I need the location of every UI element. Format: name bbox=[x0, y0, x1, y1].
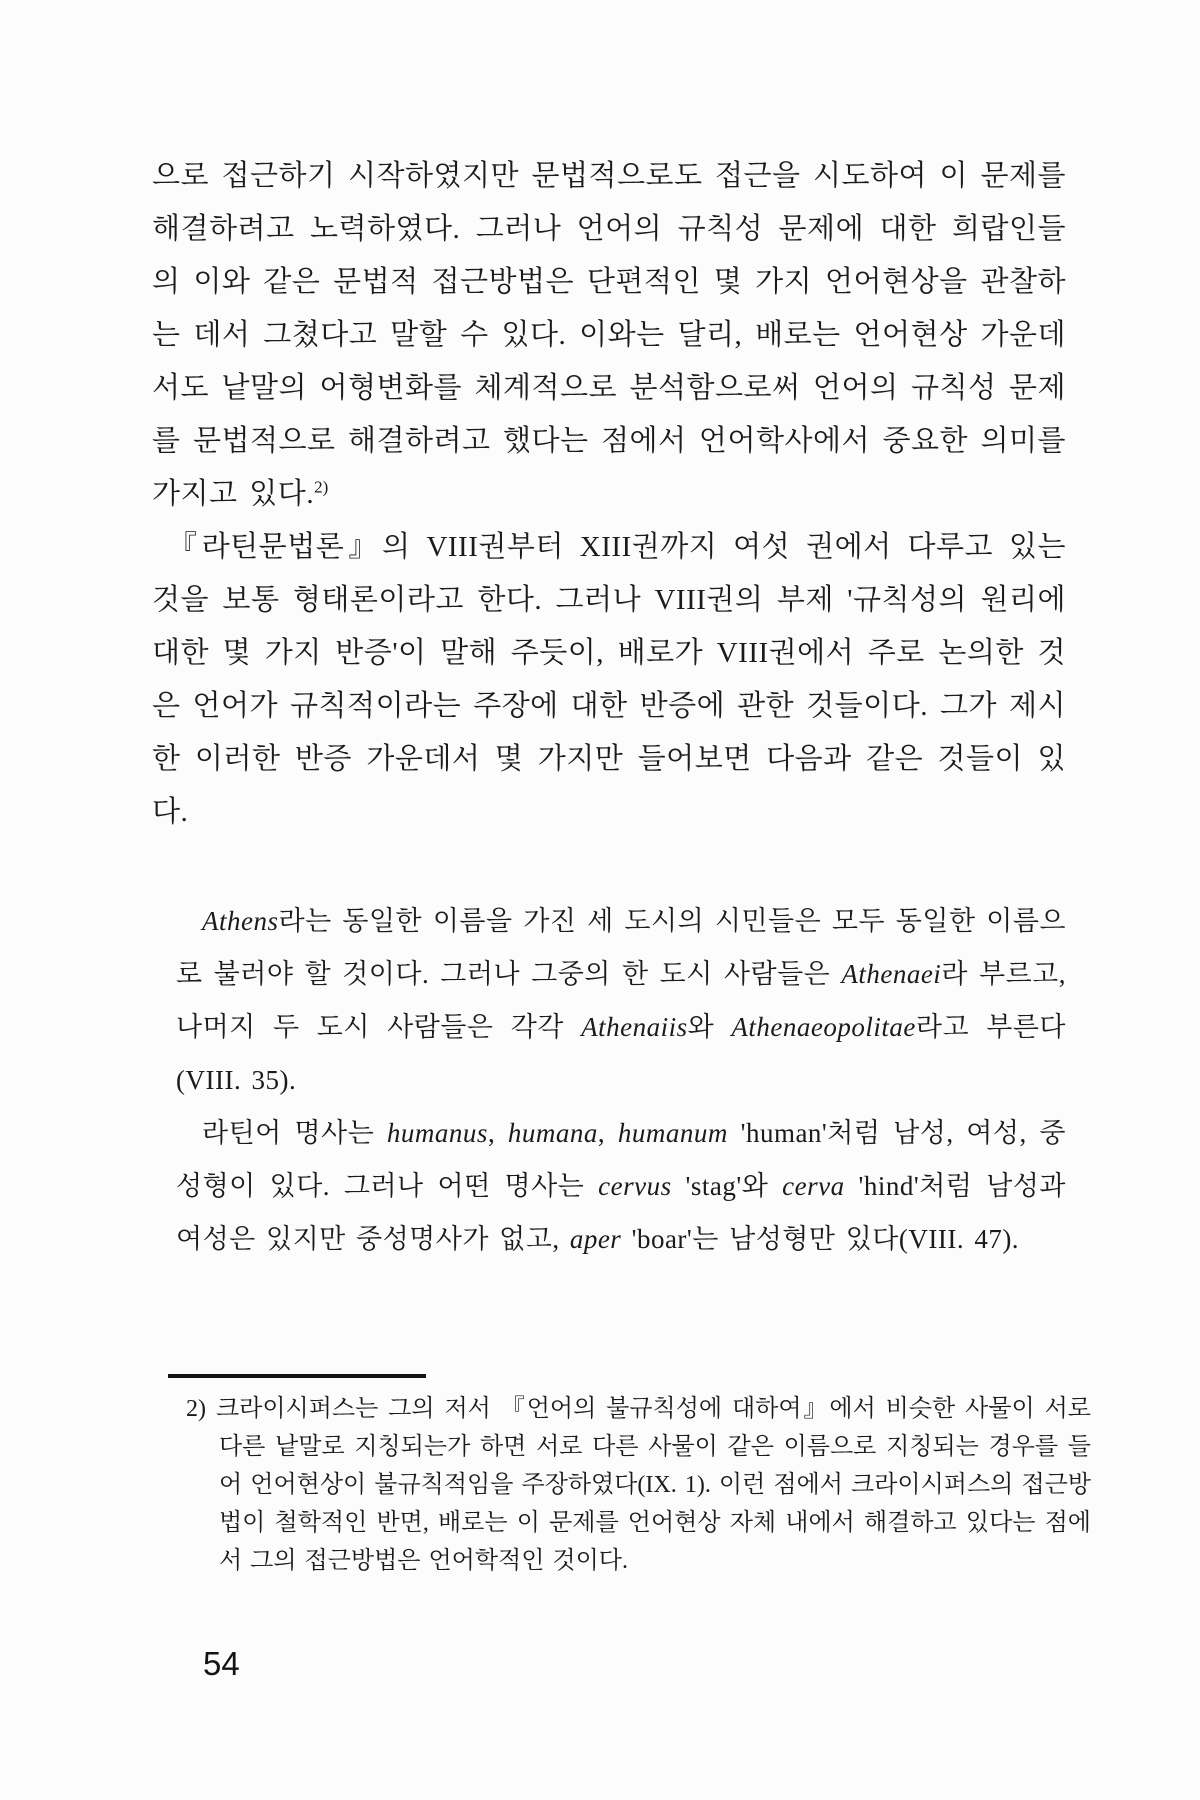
latin-italic-run: cervus bbox=[598, 1171, 672, 1201]
latin-italic-run: cerva bbox=[782, 1171, 845, 1201]
text-run: 와 bbox=[687, 1012, 732, 1042]
text-run: 'hind'처럼 남성과 여성은 있지만 중성명사가 없고, bbox=[176, 1171, 1066, 1254]
latin-italic-run: Athenaei bbox=[841, 959, 942, 989]
text-run: , bbox=[487, 1118, 508, 1148]
text-run: 'human'처럼 남성, 여성, 중성형이 있다. 그러나 어떤 명사는 bbox=[176, 1118, 1067, 1201]
page-body bbox=[152, 150, 1066, 1266]
quote-paragraph-latin-nouns bbox=[176, 1107, 1066, 1266]
latin-italic-run: aper bbox=[569, 1224, 622, 1254]
block-quote bbox=[176, 895, 1066, 1266]
text-run: 'boar'는 남성형만 있다(VIII. 47). bbox=[621, 1224, 1020, 1254]
body-paragraph-1 bbox=[152, 150, 1066, 521]
text-run: 라는 동일한 이름을 가진 세 도시의 시민들은 모두 동일한 이름으로 불러야 할 것이다. 그러나 그중의 한 도시 사람들은 bbox=[176, 906, 1066, 989]
body-paragraph-2: 『라틴문법론』의 VIII권부터 XIII권까지 여섯 권에서 다루고 있는 것을 보통 형태론이라고 한다. 그러나 VIII권의 부제 '규칙성의 원리에 대한 몇 가지 반증'이 말해 주듯이, 배로가 VIII권에서 주로 논의한 것은 언어가 규칙적이라는 주장에 대한 반증에 관한 것들이다. 그가 제시한 이러한 반증 가운데서 몇 가지만 들어보면 다음과 같은 것들이 있다. bbox=[152, 531, 1066, 828]
text-run: 라틴어 명사는 bbox=[202, 1118, 387, 1148]
text-run: 'stag'와 bbox=[671, 1171, 783, 1201]
text-run: , bbox=[597, 1118, 618, 1148]
latin-italic-run: humana bbox=[507, 1118, 598, 1148]
footnote-reference-2: 2) bbox=[314, 477, 329, 497]
latin-italic-run: Athenaiis bbox=[581, 1012, 688, 1042]
footnote-2-marker: 2) bbox=[186, 1396, 206, 1422]
latin-italic-run: humanum bbox=[617, 1118, 728, 1148]
body-paragraph-1-text: 으로 접근하기 시작하였지만 문법적으로도 접근을 시도하여 이 문제를 해결하려고 노력하였다. 그러나 언어의 규칙성 문제에 대한 희랍인들의 이와 같은 문법적 접근방법은 단편적인 몇 가지 언어현상을 관찰하는 데서 그쳤다고 말할 수 있다. 이와는 달리, 배로는 언어현상 가운데서도 낱말의 어형변화를 체계적으로 분석함으로써 언어의 규칙성 문제를 문법적으로 해결하려고 했다는 점에서 언어학사에서 중요한 의미를 가지고 있다. bbox=[152, 160, 1066, 510]
footnote-2 bbox=[186, 1390, 1091, 1580]
quote-paragraph-athens bbox=[176, 895, 1066, 1107]
footnote-separator-rule bbox=[168, 1374, 426, 1378]
text-run: 라 부르고, 나머지 두 도시 사람들은 각각 bbox=[176, 959, 1066, 1042]
text-run: 라고 부른다(VIII. 35). bbox=[176, 1012, 1066, 1095]
page-number: 54 bbox=[203, 1645, 240, 1682]
latin-italic-run: Athens bbox=[202, 906, 279, 936]
latin-italic-run: humanus bbox=[386, 1118, 488, 1148]
latin-italic-run: Athenaeopolitae bbox=[731, 1012, 916, 1042]
footnote-2-text: 크라이시퍼스는 그의 저서 『언어의 불규칙성에 대하여』에서 비슷한 사물이 서로 다른 낱말로 지칭되는가 하면 서로 다른 사물이 같은 이름으로 지칭되는 경우를 들어 언어현상이 불규칙적임을 주장하였다(IX. 1). 이런 점에서 크라이시퍼스의 접근방법이 철학적인 반면, 배로는 이 문제를 언어현상 자체 내에서 해결하고 있다는 점에서 그의 접근방법은 언어학적인 것이다. bbox=[216, 1396, 1091, 1574]
